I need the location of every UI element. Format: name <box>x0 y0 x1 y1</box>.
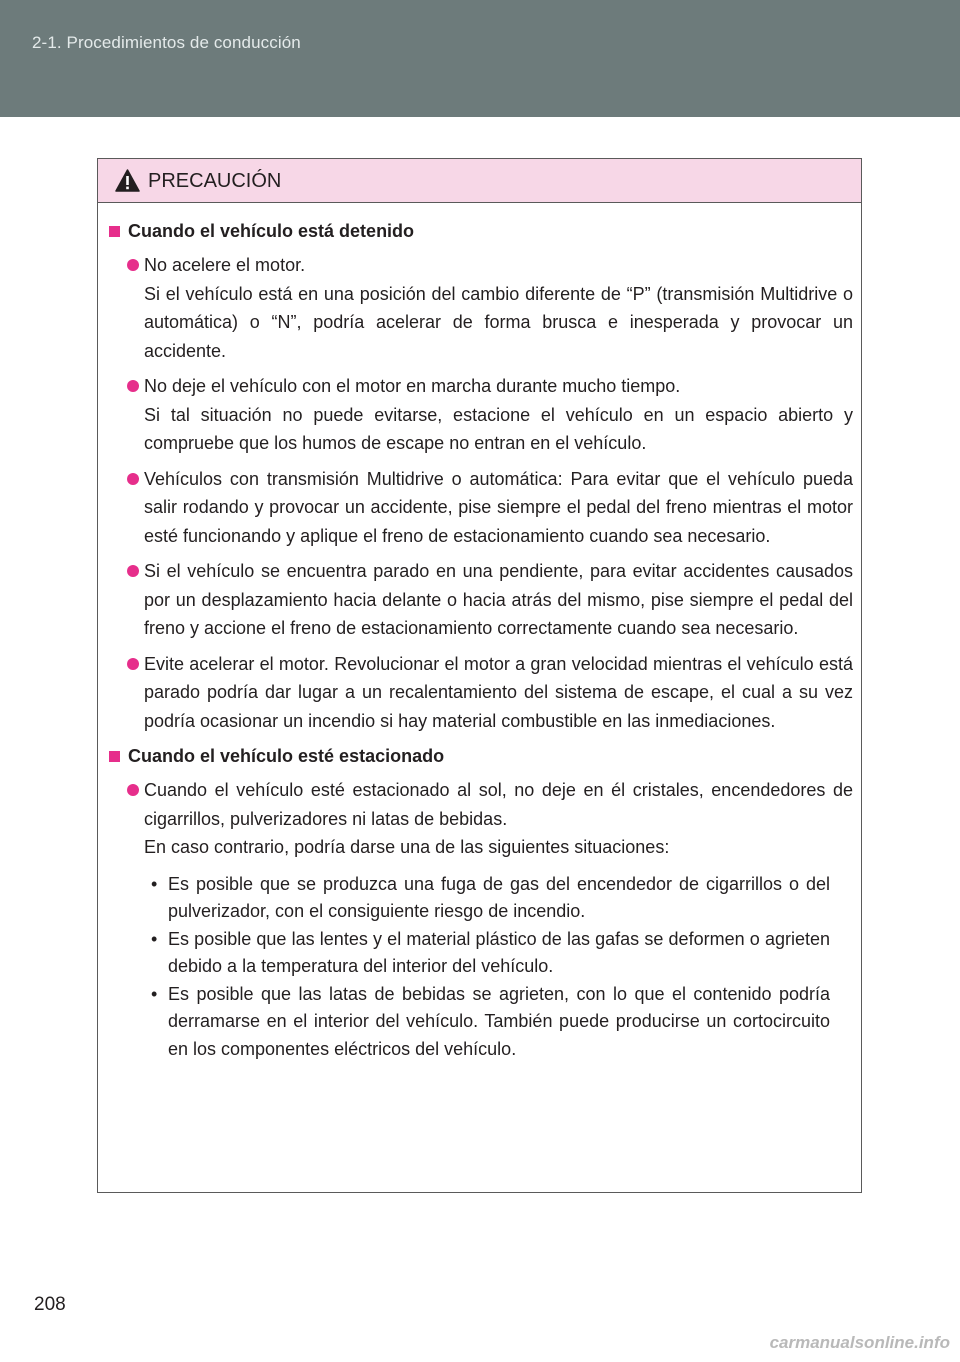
small-bullet-icon: • <box>151 873 158 894</box>
list-item: No acelere el motor. Si el vehículo está en una posición del cambio diferente de “P” (transmisión Multidrive o automática) o “N”, podría acelerar de forma brusca e inesperada y provocar un accidente. <box>106 251 853 365</box>
sub-list <box>106 871 853 1064</box>
square-bullet-icon <box>109 226 120 237</box>
round-bullet-icon <box>127 259 139 271</box>
small-bullet-icon: • <box>151 928 158 949</box>
watermark: carmanualsonline.info <box>769 1333 950 1352</box>
page-number: 208 <box>34 1294 66 1315</box>
list-item: Cuando el vehículo esté estacionado al sol, no deje en él cristales, encendedores de cigarrillos, pulverizadores ni latas de bebidas. En caso contrario, podría darse una de las siguientes situaciones: <box>106 776 853 862</box>
section-title: 2-1. Procedimientos de conducción <box>32 33 301 52</box>
square-bullet-icon <box>109 751 120 762</box>
round-bullet-icon <box>127 565 139 577</box>
list-item: Vehículos con transmisión Multidrive o automática: Para evitar que el vehículo pueda salir rodando y provocar un accidente, pise siempre el pedal del freno mientras el motor esté funcionando y aplique el freno de estacionamiento cuando sea necesario. <box>106 465 853 551</box>
caution-header <box>98 159 861 203</box>
list-item: No deje el vehículo con el motor en marcha durante mucho tiempo. Si tal situación no puede evitarse, estacione el vehículo en un espacio abierto y compruebe que los humos de escape no entran en el vehículo. <box>106 372 853 458</box>
sub-list-item: • Es posible que se produzca una fuga de gas del encendedor de cigarrillos o del pulverizador, con el consiguiente riesgo de incendio. <box>106 871 853 926</box>
warning-icon <box>115 169 140 192</box>
section-heading: Cuando el vehículo está detenido <box>106 217 853 245</box>
small-bullet-icon: • <box>151 983 158 1004</box>
round-bullet-icon <box>127 473 139 485</box>
round-bullet-icon <box>127 784 139 796</box>
page-header <box>0 0 960 117</box>
round-bullet-icon <box>127 380 139 392</box>
section-heading: Cuando el vehículo esté estacionado <box>106 742 853 770</box>
sub-list-item: • Es posible que las lentes y el material plástico de las gafas se deformen o agrieten debido a la temperatura del interior del vehículo. <box>106 926 853 981</box>
caution-body <box>98 203 861 1063</box>
list-item: Si el vehículo se encuentra parado en una pendiente, para evitar accidentes causados por un desplazamiento hacia delante o hacia atrás del mismo, pise siempre el pedal del freno y accione el freno de estacionamiento correctamente cuando sea necesario. <box>106 557 853 643</box>
caution-title: PRECAUCIÓN <box>148 170 282 192</box>
list-item: Evite acelerar el motor. Revolucionar el motor a gran velocidad mientras el vehículo está parado podría dar lugar a un recalentamiento del sistema de escape, el cual a su vez podría ocasionar un incendio si hay material combustible en las inmediaciones. <box>106 650 853 736</box>
sub-list-item: • Es posible que las latas de bebidas se agrieten, con lo que el contenido podría derramarse en el interior del vehículo. También puede producirse un cortocircuito en los componentes eléctricos del vehículo. <box>106 981 853 1064</box>
round-bullet-icon <box>127 658 139 670</box>
caution-box <box>97 158 862 1193</box>
